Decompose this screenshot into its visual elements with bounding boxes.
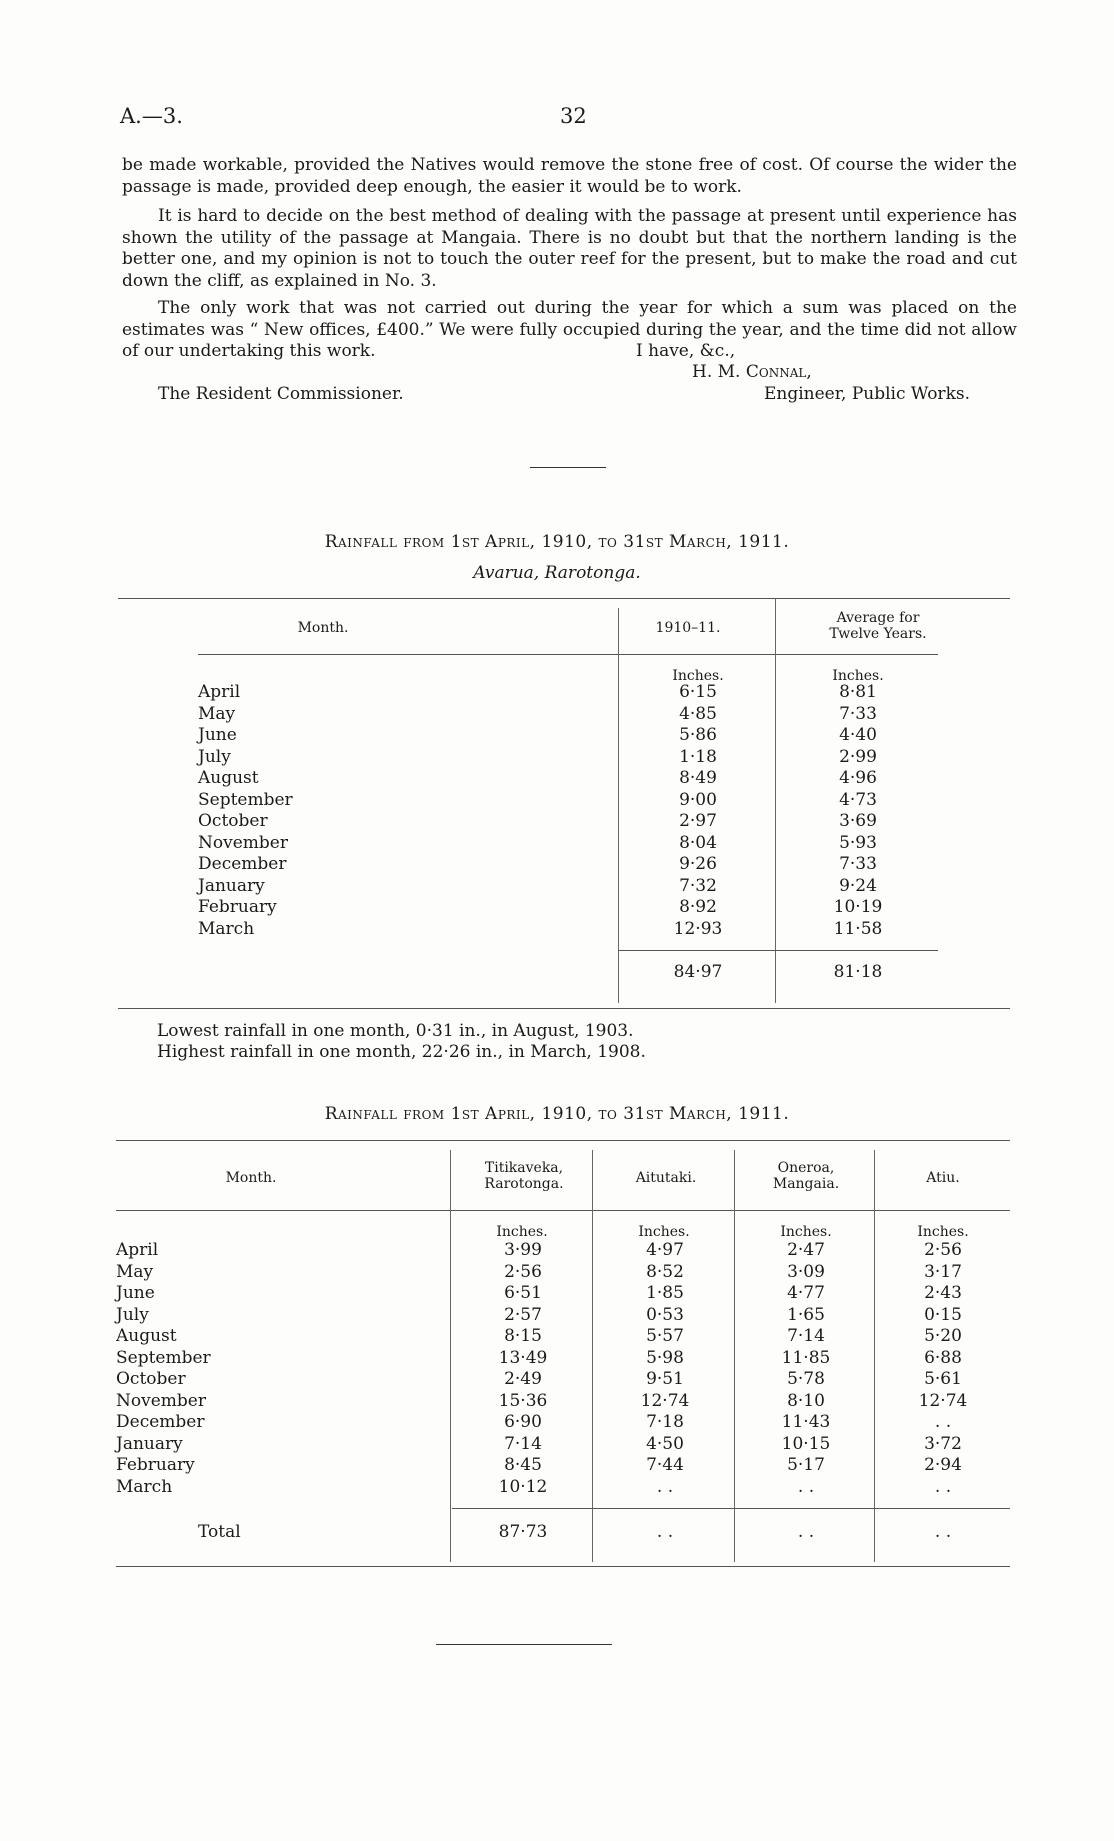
row-atiu: 2·56 [924, 1240, 962, 1260]
row-titikaveka: 2·56 [504, 1261, 542, 1282]
row-aitutaki: 7·18 [646, 1412, 684, 1432]
row-month: December [116, 1412, 205, 1432]
row-avg: 2·99 [839, 746, 877, 767]
row-year: 5·86 [679, 725, 717, 745]
table1-subtitle: Avarua, Rarotonga. [473, 563, 641, 583]
row-atiu: 5·61 [924, 1369, 962, 1389]
row-oneroa: 11·85 [781, 1347, 831, 1368]
table2-body [116, 1240, 1010, 1498]
table-row [198, 919, 938, 941]
signer-title: Engineer, Public Works. [764, 384, 970, 404]
table2-col-titikaveka [452, 1160, 596, 1192]
row-month: July [198, 746, 231, 767]
table-row [116, 1477, 1010, 1499]
row-aitutaki: 8·52 [646, 1261, 684, 1282]
row-avg: 11·58 [833, 918, 883, 939]
row-month: March [116, 1476, 173, 1497]
table1-total-year: 84·97 [673, 962, 723, 982]
row-aitutaki: 9·51 [646, 1369, 684, 1389]
row-month: June [198, 725, 237, 745]
row-avg: 4·96 [839, 768, 877, 788]
table-row [198, 811, 938, 833]
table-row [198, 768, 938, 790]
signer-name: H. M. Connal, [692, 362, 812, 382]
table-row [198, 876, 938, 898]
row-atiu: 5·20 [924, 1326, 962, 1346]
row-aitutaki: 4·97 [646, 1240, 684, 1260]
row-month: October [116, 1369, 186, 1389]
row-avg: 4·40 [839, 725, 877, 745]
table-row [198, 682, 938, 704]
row-atiu: 0·15 [924, 1304, 962, 1325]
table1 [118, 598, 1010, 1010]
table1-header-rule [198, 654, 938, 655]
row-oneroa: 7·14 [787, 1326, 825, 1346]
table2-total-aitutaki: . . [656, 1522, 674, 1542]
row-aitutaki: 5·57 [646, 1326, 684, 1346]
row-aitutaki: 5·98 [646, 1347, 684, 1368]
section-divider [530, 467, 606, 468]
table2-col-aitutaki: Aitutaki. [635, 1170, 697, 1186]
table2-title: Rainfall from 1st April, 1910, to 31st March, 1911. [324, 1104, 790, 1124]
row-oneroa: 10·15 [781, 1433, 831, 1454]
row-month: June [116, 1283, 155, 1303]
row-year: 9·26 [679, 854, 717, 874]
table2-col-oneroa [736, 1160, 876, 1192]
table-row [116, 1348, 1010, 1370]
table2-total-rule [452, 1508, 1010, 1509]
row-month: September [116, 1347, 211, 1368]
row-avg: 7·33 [839, 703, 877, 724]
row-atiu: 3·72 [924, 1433, 962, 1454]
row-titikaveka: 13·49 [498, 1347, 548, 1368]
row-month: October [198, 811, 268, 831]
table-row [198, 897, 938, 919]
table2-bottom-rule [116, 1566, 1010, 1567]
table-row [116, 1283, 1010, 1305]
table2-total-oneroa: . . [797, 1522, 815, 1542]
row-month: November [116, 1390, 206, 1411]
table1-total-rule [618, 950, 938, 951]
row-year: 8·92 [679, 897, 717, 917]
row-year: 4·85 [679, 703, 717, 724]
table2-unit-3: Inches. [780, 1224, 832, 1240]
row-titikaveka: 2·57 [504, 1304, 542, 1325]
row-titikaveka: 6·51 [504, 1283, 542, 1303]
page-number: 32 [560, 104, 587, 128]
row-month: April [116, 1240, 159, 1260]
table2-col-atiu: Atiu. [926, 1170, 960, 1186]
letter-paragraph-2: It is hard to decide on the best method of dealing with the passage at present until experience has shown the utility of the passage at Mangaia. There is no doubt but that the northern landing is the better one, and my opinion is not to touch the outer reef for the present, but to make the road and cut down the cliff, as explained in No. 3. [122, 206, 1017, 291]
row-avg: 5·93 [839, 832, 877, 853]
table-row [116, 1391, 1010, 1413]
table1-col-avg [778, 610, 978, 642]
row-month: February [198, 897, 277, 917]
row-year: 1·18 [679, 746, 717, 767]
row-atiu: 6·88 [924, 1347, 962, 1368]
row-avg: 8·81 [839, 682, 877, 702]
row-atiu: 2·94 [924, 1455, 962, 1475]
row-aitutaki: . . [656, 1476, 674, 1497]
table1-col-avg-line1: Average for [836, 610, 920, 626]
letter-paragraph-3: The only work that was not carried out during the year for which a sum was placed on the estimates was “ New offices, £400.” We were fully occupied during the year, and the time did not allow of our undertaking this work. [122, 298, 1017, 361]
row-titikaveka: 10·12 [498, 1476, 548, 1497]
letter-signer [692, 362, 812, 382]
row-month: January [198, 875, 265, 896]
row-titikaveka: 7·14 [504, 1433, 542, 1454]
row-oneroa: 5·78 [787, 1369, 825, 1389]
row-oneroa: 5·17 [787, 1455, 825, 1475]
document-reference: A.—3. [120, 104, 183, 128]
row-month: August [198, 768, 259, 788]
row-year: 8·04 [679, 832, 717, 853]
table-row [116, 1369, 1010, 1391]
table-row [116, 1305, 1010, 1327]
row-avg: 4·73 [839, 789, 877, 810]
row-aitutaki: 1·85 [646, 1283, 684, 1303]
table1-unit-year: Inches. [672, 668, 724, 684]
row-month: January [116, 1433, 183, 1454]
row-atiu: 3·17 [924, 1261, 962, 1282]
note-lowest: Lowest rainfall in one month, 0·31 in., in August, 1903. [157, 1021, 634, 1041]
row-titikaveka: 3·99 [504, 1240, 542, 1260]
row-month: July [116, 1304, 149, 1325]
row-atiu: . . [934, 1476, 952, 1497]
row-year: 7·32 [679, 875, 717, 896]
table1-title: Rainfall from 1st April, 1910, to 31st March, 1911. [324, 532, 790, 552]
note-highest: Highest rainfall in one month, 22·26 in., in March, 1908. [157, 1042, 646, 1062]
row-oneroa: . . [797, 1476, 815, 1497]
table2-col-month: Month. [225, 1170, 277, 1186]
table-row [116, 1455, 1010, 1477]
table1-col-year: 1910–11. [655, 620, 721, 636]
row-year: 9·00 [679, 789, 717, 810]
row-aitutaki: 12·74 [640, 1390, 690, 1411]
table-row [198, 725, 938, 747]
row-oneroa: 3·09 [787, 1261, 825, 1282]
table-row [198, 790, 938, 812]
row-titikaveka: 6·90 [504, 1412, 542, 1432]
row-titikaveka: 2·49 [504, 1369, 542, 1389]
row-oneroa: 8·10 [787, 1390, 825, 1411]
row-titikaveka: 8·45 [504, 1455, 542, 1475]
table1-col-month: Month. [297, 620, 349, 636]
table-row [198, 704, 938, 726]
table1-col-avg-line2: Twelve Years. [829, 626, 927, 642]
row-oneroa: 1·65 [787, 1304, 825, 1325]
row-month: May [116, 1261, 154, 1282]
table-row [116, 1240, 1010, 1262]
table-row [198, 833, 938, 855]
letter-addressee: The Resident Commissioner. [158, 384, 404, 404]
row-atiu: 2·43 [924, 1283, 962, 1303]
table-row [116, 1412, 1010, 1434]
row-month: May [198, 703, 236, 724]
row-year: 12·93 [673, 918, 723, 939]
table2-total-titikaveka: 87·73 [498, 1522, 548, 1542]
row-atiu: . . [934, 1412, 952, 1432]
table-row [198, 747, 938, 769]
row-avg: 3·69 [839, 811, 877, 831]
row-month: April [198, 682, 241, 702]
table2 [116, 1140, 1010, 1570]
table1-bottom-rule [118, 1008, 1010, 1009]
table2-unit-1: Inches. [496, 1224, 548, 1240]
table1-top-rule [118, 598, 1010, 599]
row-aitutaki: 4·50 [646, 1433, 684, 1454]
row-avg: 10·19 [833, 897, 883, 917]
row-month: February [116, 1455, 195, 1475]
row-titikaveka: 15·36 [498, 1390, 548, 1411]
table2-top-rule [116, 1140, 1010, 1141]
table2-total-atiu: . . [934, 1522, 952, 1542]
row-month: December [198, 854, 287, 874]
table2-col1-line1: Titikaveka, [484, 1160, 564, 1176]
row-aitutaki: 0·53 [646, 1304, 684, 1325]
row-avg: 7·33 [839, 854, 877, 874]
table2-total-label: Total [198, 1522, 241, 1542]
table-row [116, 1434, 1010, 1456]
table-row [116, 1262, 1010, 1284]
row-month: September [198, 789, 293, 810]
table-row [116, 1326, 1010, 1348]
table2-col1-line2: Rarotonga. [484, 1176, 564, 1192]
row-atiu: 12·74 [918, 1390, 968, 1411]
row-titikaveka: 8·15 [504, 1326, 542, 1346]
row-aitutaki: 7·44 [646, 1455, 684, 1475]
table1-body [198, 682, 938, 940]
row-month: March [198, 918, 255, 939]
row-year: 6·15 [679, 682, 717, 702]
table2-unit-4: Inches. [917, 1224, 969, 1240]
row-avg: 9·24 [839, 875, 877, 896]
table2-unit-2: Inches. [638, 1224, 690, 1240]
table1-unit-avg: Inches. [832, 668, 884, 684]
table2-col3-line2: Mangaia. [772, 1176, 840, 1192]
row-oneroa: 11·43 [781, 1412, 831, 1432]
page-end-rule [436, 1644, 612, 1645]
row-year: 8·49 [679, 768, 717, 788]
row-oneroa: 4·77 [787, 1283, 825, 1303]
row-oneroa: 2·47 [787, 1240, 825, 1260]
table-row [198, 854, 938, 876]
letter-closing: I have, &c., [636, 341, 736, 361]
letter-paragraph-1: be made workable, provided the Natives would remove the stone free of cost. Of course the wider the passage is made, provided deep enough, the easier it would be to work. [122, 155, 1017, 197]
table1-total-avg: 81·18 [833, 962, 883, 982]
row-month: August [116, 1326, 177, 1346]
table2-header-rule [116, 1210, 1010, 1211]
row-year: 2·97 [679, 811, 717, 831]
table2-col3-line1: Oneroa, [777, 1160, 835, 1176]
row-month: November [198, 832, 288, 853]
